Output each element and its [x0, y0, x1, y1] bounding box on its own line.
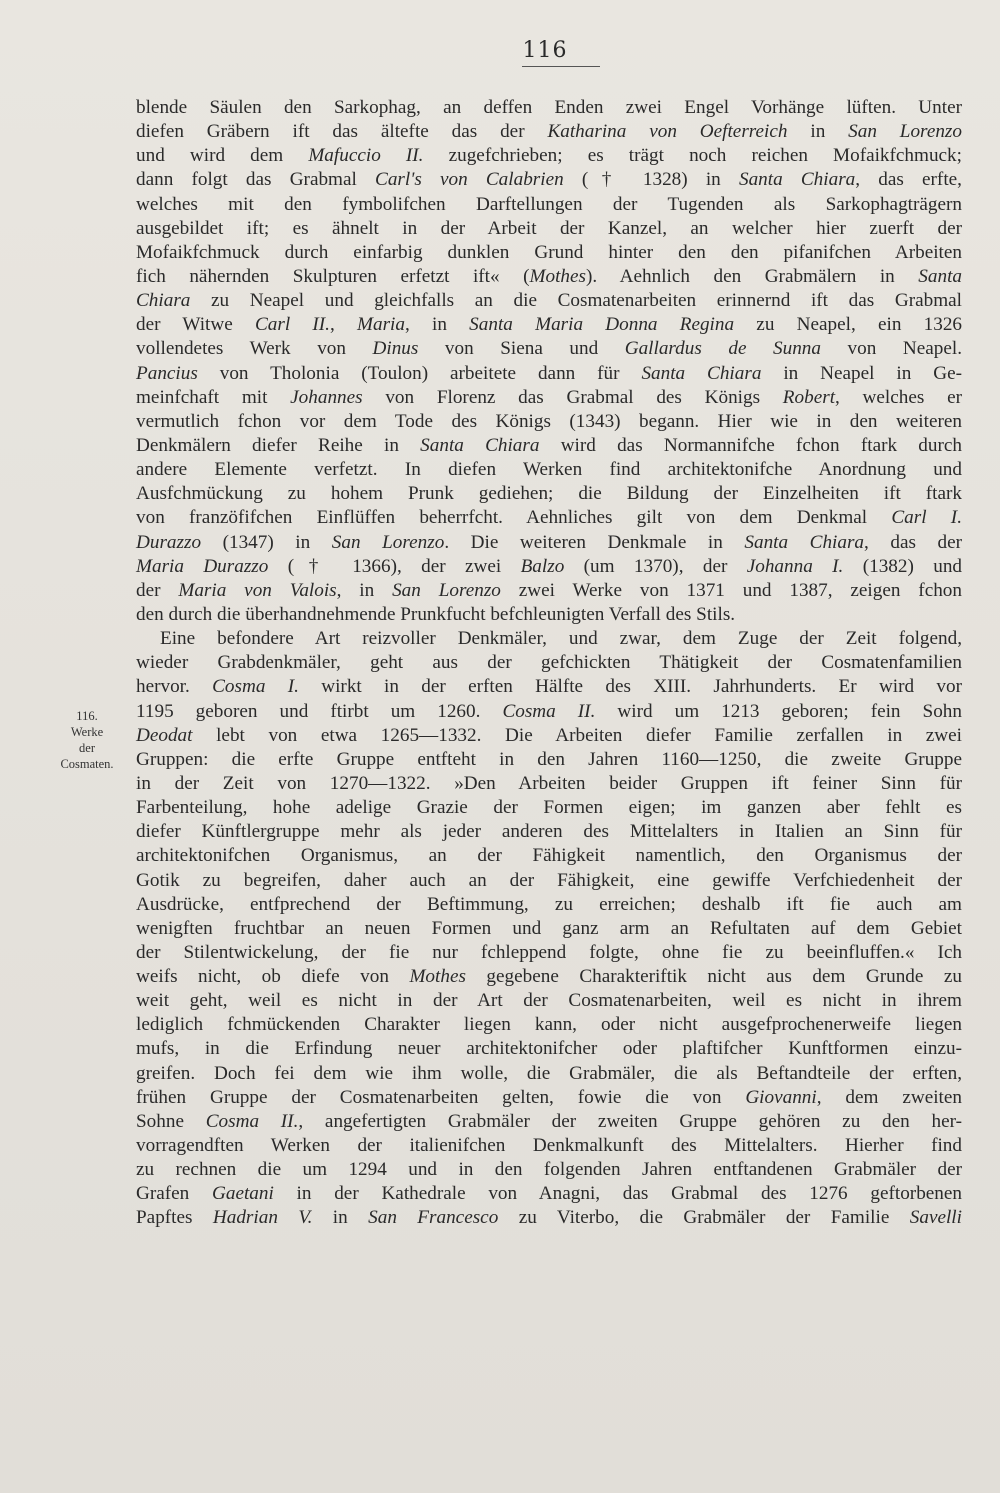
- text-run: greifen. Doch fei dem wie ihm wolle, die Grabmäler, die als Beftandteile der erften,: [136, 1062, 962, 1084]
- text-line: [136, 96, 962, 120]
- italic-name: Chiara: [136, 290, 191, 312]
- text-run: von Florenz das Grabmal des Königs: [362, 386, 783, 408]
- italic-name: Carl II.: [254, 314, 330, 336]
- text-line: [136, 362, 962, 386]
- text-line: [136, 1086, 962, 1110]
- text-run: , in: [336, 579, 393, 601]
- text-run: Grafen: [136, 1183, 212, 1205]
- margin-note-line: 116.: [76, 709, 98, 723]
- margin-note-line: Cosmaten.: [60, 757, 114, 771]
- italic-name: Durazzo: [136, 531, 202, 553]
- text-line: [136, 337, 962, 361]
- text-line: [136, 217, 962, 241]
- text-line: [136, 193, 962, 217]
- text-line: [136, 1037, 962, 1061]
- text-line: [136, 844, 962, 868]
- italic-name: San Francesco: [368, 1207, 499, 1229]
- text-line: [136, 555, 962, 579]
- text-line: [136, 893, 962, 917]
- text-run: zugefchrieben; es trägt noch reichen Mofaikfchmuck;: [423, 145, 962, 167]
- italic-name: Mothes: [409, 966, 466, 988]
- italic-name: Santa Chiara: [744, 531, 865, 553]
- text-run: der Stilentwickelung, der fie nur fchleppend folgte, ohne fie zu beeinfluffen.« Ich: [136, 941, 962, 963]
- text-line: [136, 410, 962, 434]
- text-run: welches mit den fymbolifchen Darftellungen der Tugenden als Sarkophagträgern: [136, 193, 962, 215]
- text-run: wieder Grabdenkmäler, geht aus der gefchickten Thätigkeit der Cosmatenfamilien: [136, 652, 962, 674]
- text-run: wirkt in der erften Hälfte des XIII. Jahrhunderts. Er wird vor: [298, 676, 962, 698]
- italic-name: Gaetani: [212, 1183, 274, 1205]
- text-line: [136, 651, 962, 675]
- text-run: Papftes: [136, 1207, 213, 1229]
- text-line: [136, 772, 962, 796]
- text-line: [136, 748, 962, 772]
- text-line: [136, 796, 962, 820]
- text-run: lediglich fchmückenden Charakter liegen kann, oder nicht ausgefprochenerweife liegen: [136, 1014, 962, 1036]
- text-line: [136, 434, 962, 458]
- margin-note: [52, 708, 122, 772]
- text-run: wird um 1213 geboren; fein Sohn: [595, 700, 962, 722]
- text-line: [136, 265, 962, 289]
- text-run: frühen Gruppe der Cosmatenarbeiten gelten, fowie die von: [136, 1086, 746, 1108]
- text-run: dann folgt das Grabmal: [136, 169, 376, 191]
- text-line: [136, 941, 962, 965]
- text-run: († 1366), der zwei: [268, 555, 521, 577]
- text-run: vorragendften Werken der italienifchen Denkmalkunft des Mittelalters. Hierher find: [136, 1135, 962, 1157]
- text-line: [136, 1013, 962, 1037]
- italic-name: Gallardus de Sunna: [624, 338, 821, 360]
- text-line: [136, 482, 962, 506]
- text-run: ). Aehnlich den Grabmälern in: [586, 265, 919, 287]
- text-line: [136, 820, 962, 844]
- italic-name: Robert: [782, 386, 836, 408]
- text-run: Eine befondere Art reizvoller Denkmäler, und zwar, dem Zuge der Zeit folgend,: [160, 628, 962, 650]
- text-run: Gruppen: die erfte Gruppe entfteht in den Jahren 1160—1250, die zweite Gruppe: [136, 748, 962, 770]
- text-run: mufs, in die Erfindung neuer architektonifcher oder plaftifcher Kunftformen einzu-: [136, 1038, 962, 1060]
- italic-name: Hadrian V.: [212, 1207, 313, 1229]
- text-run: in der Zeit von 1270—1322. »Den Arbeiten beider Gruppen ift feiner Sinn für: [136, 772, 962, 794]
- italic-name: San Lorenzo: [331, 531, 445, 553]
- text-line: [136, 458, 962, 482]
- text-line: [136, 917, 962, 941]
- text-line: [136, 603, 962, 627]
- italic-name: Mothes: [529, 265, 587, 287]
- text-line: [136, 579, 962, 603]
- text-run: von franzöfifchen Einflüffen beherrfcht. Aehnliches gilt von dem Denkmal: [136, 507, 892, 529]
- text-line: [136, 869, 962, 893]
- text-run: (1382) und: [843, 555, 963, 577]
- italic-name: Giovanni: [745, 1086, 817, 1108]
- text-run: von Siena und: [418, 338, 625, 360]
- text-run: hervor.: [136, 676, 213, 698]
- text-run: 1195 geboren und ftirbt um 1260.: [136, 700, 503, 722]
- text-run: vermutlich fchon vor dem Tode des Königs (1343) begann. Hier wie in den weiteren: [136, 410, 962, 432]
- italic-name: Santa Chiara: [738, 169, 856, 191]
- text-line: [136, 700, 962, 724]
- italic-name: Pancius: [136, 362, 198, 384]
- text-line: [136, 506, 962, 530]
- text-line: [136, 144, 962, 168]
- text-run: , in: [404, 314, 470, 336]
- text-run: der Witwe: [136, 314, 255, 336]
- text-run: weifs nicht, ob diefe von: [136, 966, 410, 988]
- text-line: [136, 168, 962, 192]
- italic-name: Maria: [357, 314, 405, 336]
- text-run: , das der: [864, 531, 963, 553]
- text-run: meinfchaft mit: [136, 386, 291, 408]
- text-run: diefen Gräbern ift das ältefte das der: [136, 121, 548, 143]
- text-run: und wird dem: [136, 145, 309, 167]
- italic-name: San Lorenzo: [392, 579, 501, 601]
- text-run: wird das Normannifche fchon ftark durch: [539, 434, 962, 456]
- italic-name: Santa Maria Donna Regina: [469, 314, 735, 336]
- text-run: , das erfte,: [855, 169, 962, 191]
- italic-name: Deodat: [136, 724, 193, 746]
- text-run: diefer Künftlergruppe mehr als jeder anderen des Mittelalters in Italien an Sinn für: [136, 821, 962, 843]
- text-line: [136, 386, 962, 410]
- text-run: Ausdrücke, entfprechend der Beftimmung, zu erreichen; deshalb ift fie auch am: [136, 893, 962, 915]
- text-run: Gotik zu begreifen, daher auch an der Fähigkeit, eine gewiffe Verfchiedenheit der: [136, 869, 962, 891]
- text-line: [136, 989, 962, 1013]
- italic-name: San Lorenzo: [848, 121, 962, 143]
- text-line: [136, 289, 962, 313]
- text-line: [136, 1206, 962, 1230]
- text-run: lebt von etwa 1265—1332. Die Arbeiten diefer Familie zerfallen in zwei: [192, 724, 962, 746]
- text-run: blende Säulen den Sarkophag, an deffen Enden zwei Engel Vorhänge lüften. Unter: [136, 97, 962, 118]
- text-run: den durch die überhandnehmende Prunkfucht befchleunigten Verfall des Stils.: [136, 603, 736, 625]
- italic-name: Cosma I.: [212, 676, 299, 698]
- italic-name: Mafuccio II.: [308, 145, 424, 167]
- text-run: Ausfchmückung zu hohem Prunk gediehen; die Bildung der Einzelheiten ift ftark: [136, 483, 962, 505]
- margin-note-line: Werke: [70, 725, 104, 739]
- text-run: andere Elemente verfetzt. In diefen Werken find architektonifche Anordnung und: [136, 459, 962, 481]
- italic-name: Santa: [918, 265, 962, 287]
- text-run: in der Kathedrale von Anagni, das Grabmal des 1276 geftorbenen: [273, 1183, 963, 1205]
- text-line: [136, 965, 962, 989]
- text-line: [136, 313, 962, 337]
- text-run: Sohne: [136, 1110, 206, 1132]
- text-run: weit geht, weil es nicht in der Art der Cosmatenarbeiten, weil es nicht in ihrem: [136, 990, 962, 1012]
- text-line: [136, 724, 962, 748]
- text-line: [136, 531, 962, 555]
- text-run: zu Neapel, ein 1326: [734, 314, 963, 336]
- text-run: zu rechnen die um 1294 und in den folgenden Jahren entftandenen Grabmäler der: [136, 1159, 962, 1181]
- text-line: [136, 1110, 962, 1134]
- text-run: vollendetes Werk von: [136, 338, 373, 360]
- text-line: [136, 1062, 962, 1086]
- text-run: († 1328) in: [563, 169, 739, 191]
- body-text: [136, 96, 962, 1231]
- text-run: . Die weiteren Denkmale in: [444, 531, 745, 553]
- page-number: 116: [522, 38, 568, 63]
- text-run: zu Viterbo, die Grabmäler der Familie: [498, 1207, 910, 1229]
- italic-name: Katharina von Oefterreich: [547, 121, 788, 143]
- text-run: von Neapel.: [821, 338, 962, 360]
- text-line: [136, 120, 962, 144]
- text-run: , angefertigten Grabmäler der zweiten Gruppe gehören zu den her-: [298, 1110, 963, 1132]
- text-run: (um 1370), der: [564, 555, 747, 577]
- text-run: Mofaikfchmuck durch einfarbig dunklen Grund hinter den den pifanifchen Arbeiten: [136, 241, 962, 263]
- text-line: [136, 1182, 962, 1206]
- text-line: [136, 241, 962, 265]
- text-run: zwei Werke von 1371 und 1387, zeigen fchon: [500, 579, 962, 601]
- italic-name: Cosma II.: [502, 700, 596, 722]
- italic-name: Dinus: [372, 338, 419, 360]
- italic-name: Johanna I.: [746, 555, 844, 577]
- italic-name: Carl's von Calabrien: [375, 169, 564, 191]
- text-run: Denkmälern diefer Reihe in: [136, 434, 421, 456]
- text-run: in Neapel in Ge-: [761, 362, 962, 384]
- text-run: der: [136, 579, 179, 601]
- text-run: architektonifchen Organismus, an der Fähigkeit namentlich, den Organismus der: [136, 845, 962, 867]
- text-run: in: [312, 1207, 369, 1229]
- italic-name: Maria von Valois: [178, 579, 337, 601]
- italic-name: Carl I.: [891, 507, 962, 529]
- text-line: [136, 1158, 962, 1182]
- text-run: gegebene Charakteriftik nicht aus dem Grunde zu: [465, 966, 962, 988]
- margin-note-line: der: [79, 741, 95, 755]
- italic-name: Cosma II.: [205, 1110, 299, 1132]
- text-run: Farbenteilung, hohe adelige Grazie der Formen eigen; im ganzen aber fehlt es: [136, 797, 962, 819]
- text-run: in: [787, 121, 849, 143]
- italic-name: Maria Durazzo: [136, 555, 269, 577]
- text-run: fich nähernden Skulpturen erfetzt ift« (: [136, 265, 530, 287]
- italic-name: Santa Chiara: [420, 434, 540, 456]
- text-line: [136, 627, 962, 651]
- italic-name: Savelli: [909, 1207, 962, 1229]
- text-line: [136, 675, 962, 699]
- text-run: wenigften fruchtbar an neuen Formen und ganz arm an Refultaten auf dem Gebiet: [136, 917, 962, 939]
- text-run: (1347) in: [201, 531, 332, 553]
- text-run: ausgebildet ift; es ähnelt in der Arbeit der Kanzel, an welcher hier zuerft der: [136, 217, 962, 239]
- italic-name: Balzo: [520, 555, 565, 577]
- italic-name: Johannes: [290, 386, 363, 408]
- text-run: von Tholonia (Toulon) arbeitete dann für: [197, 362, 642, 384]
- text-run: , dem zweiten: [816, 1086, 962, 1108]
- text-run: , welches er: [835, 386, 962, 408]
- text-run: ,: [329, 314, 358, 336]
- header-rule: [522, 66, 600, 67]
- text-line: [136, 1134, 962, 1158]
- text-run: zu Neapel und gleichfalls an die Cosmatenarbeiten erinnernd ift das Grabmal: [190, 290, 962, 312]
- italic-name: Santa Chiara: [641, 362, 762, 384]
